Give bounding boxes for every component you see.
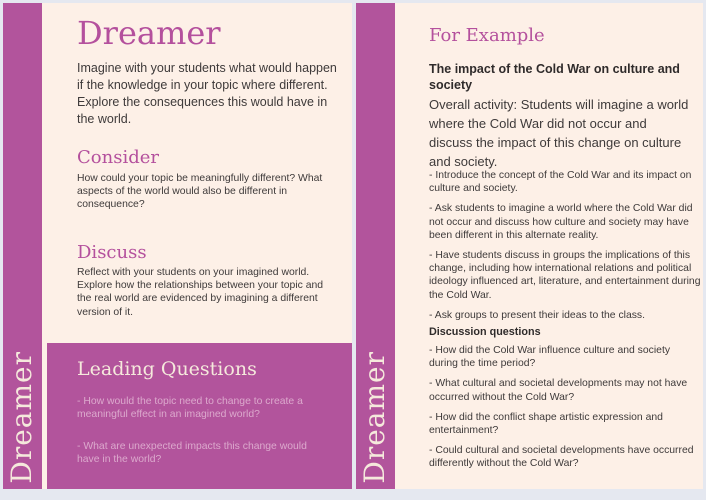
discussion-question: - What cultural and societal developments may not have occurred without the Cold War? (429, 378, 688, 403)
activity-step: - Have students discuss in groups the implications of this change, including how international relations and political ideology influenced art, literature, and entertainment during the Cold War. (429, 250, 701, 301)
leading-question: - What are unexpected impacts this change would have in the world? (77, 441, 307, 466)
consider-heading: Consider (77, 147, 159, 168)
discussion-question: - How did the Cold War influence culture and society during the time period? (429, 345, 671, 370)
discussion-questions-heading: Discussion questions (429, 326, 541, 338)
activity-step: - Ask students to imagine a world where the Cold War did not occur and discuss how culture and society may have been different in this alternate reality. (429, 203, 693, 241)
discussion-question: - Could cultural and societal developments have occurred differently without the Cold War? (429, 445, 694, 470)
example-card-right (356, 3, 703, 489)
activity-step: - Introduce the concept of the Cold War and its impact on culture and society. (429, 170, 692, 195)
left-sidebar (3, 3, 42, 489)
leading-question: - How would the topic need to change to create a meaningful effect in an imagined world? (77, 396, 303, 421)
discuss-body: Reflect with your students on your imagined world. Explore how the relationships between your topic and the real world are evidenced by imagining a different version of it. (77, 267, 324, 318)
example-title: The impact of the Cold War on culture and society (429, 62, 680, 92)
intro-paragraph: Imagine with your students what would happen if the knowledge in your topic where different. Explore the consequences this would have in the world. (77, 61, 337, 126)
for-example-heading: For Example (429, 25, 545, 46)
discussion-questions-section (429, 325, 701, 478)
overall-activity: Overall activity: Students will imagine a world where the Cold War did not occur and discuss the impact of this change on culture and society. (429, 97, 689, 169)
activity-steps (429, 169, 701, 329)
right-sidebar-vertical-title: Dreamer (358, 351, 391, 484)
right-sidebar (356, 3, 395, 489)
consider-body: How could your topic be meaningfully different? What aspects of the world would also be different in consequence? (77, 173, 323, 211)
activity-step: - Ask groups to present their ideas to the class. (429, 309, 646, 321)
method-card-left (3, 3, 352, 489)
leading-questions-heading: Leading Questions (77, 358, 257, 380)
left-sidebar-vertical-title: Dreamer (5, 351, 38, 484)
discuss-heading: Discuss (77, 242, 147, 263)
discussion-question: - How did the conflict shape artistic expression and entertainment? (429, 411, 663, 437)
leading-questions-box (47, 343, 352, 489)
page-title: Dreamer (77, 14, 221, 52)
